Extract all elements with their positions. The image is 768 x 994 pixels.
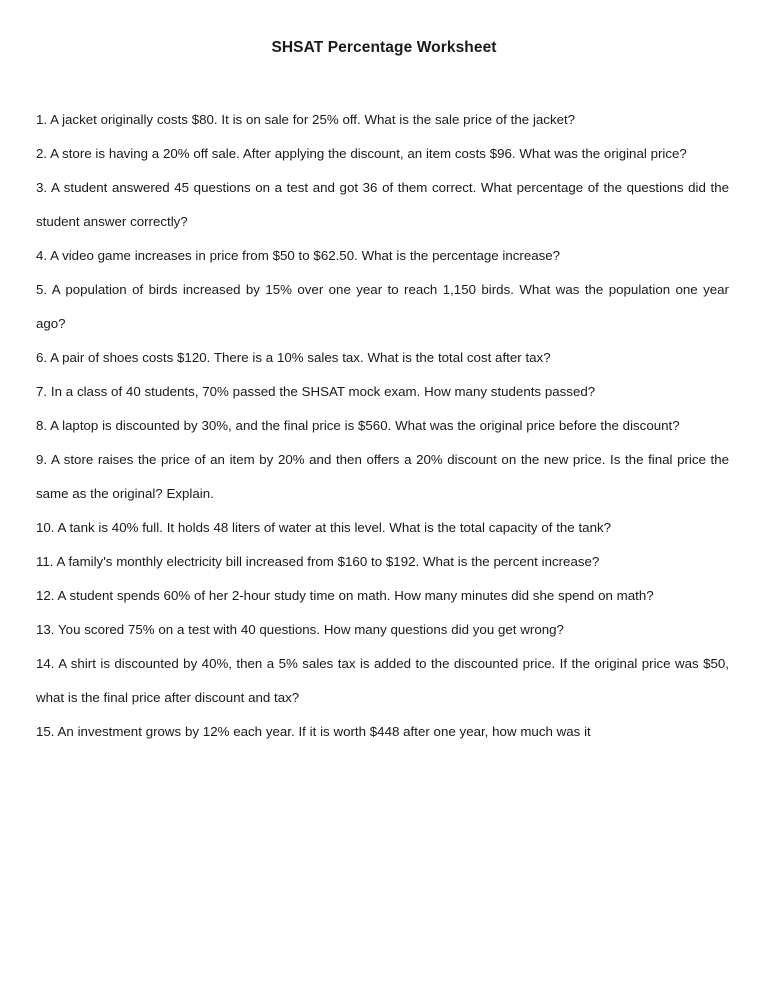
question-item-6: 6. A pair of shoes costs $120. There is a 10% sales tax. What is the total cost after tax? xyxy=(36,350,551,365)
question-list xyxy=(36,103,729,749)
question-item-10: 10. A tank is 40% full. It holds 48 liters of water at this level. What is the total capacity of the tank? xyxy=(36,520,612,535)
question-item-15: 15. An investment grows by 12% each year. If it is worth $448 after one year, how much was it xyxy=(36,724,591,739)
question-item-4: 4. A video game increases in price from $50 to $62.50. What is the percentage increase? xyxy=(36,248,561,263)
question-item-12: 12. A student spends 60% of her 2-hour study time on math. How many minutes did she spend on math? xyxy=(36,588,654,603)
page-title: SHSAT Percentage Worksheet xyxy=(271,39,497,56)
question-item-11: 11. A family's monthly electricity bill increased from $160 to $192. What is the percent increase? xyxy=(36,554,600,569)
question-item-8: 8. A laptop is discounted by 30%, and the final price is $560. What was the original price before the discount? xyxy=(36,418,680,433)
question-item-9: 9. A store raises the price of an item by 20% and then offers a 20% discount on the new price. Is the final price the same as the original? Explain. xyxy=(36,452,729,501)
question-item-3: 3. A student answered 45 questions on a test and got 36 of them correct. What percentage of the questions did the student answer correctly? xyxy=(36,180,729,229)
question-item-13: 13. You scored 75% on a test with 40 questions. How many questions did you get wrong? xyxy=(36,622,564,637)
question-item-5: 5. A population of birds increased by 15% over one year to reach 1,150 birds. What was the population one year ago? xyxy=(36,282,729,331)
question-item-14: 14. A shirt is discounted by 40%, then a 5% sales tax is added to the discounted price. If the original price was $50, what is the final price after discount and tax? xyxy=(36,656,729,705)
question-item-2: 2. A store is having a 20% off sale. After applying the discount, an item costs $96. What was the original price? xyxy=(36,146,687,161)
question-item-7: 7. In a class of 40 students, 70% passed the SHSAT mock exam. How many students passed? xyxy=(36,384,596,399)
question-item-1: 1. A jacket originally costs $80. It is on sale for 25% off. What is the sale price of the jacket? xyxy=(36,112,576,127)
